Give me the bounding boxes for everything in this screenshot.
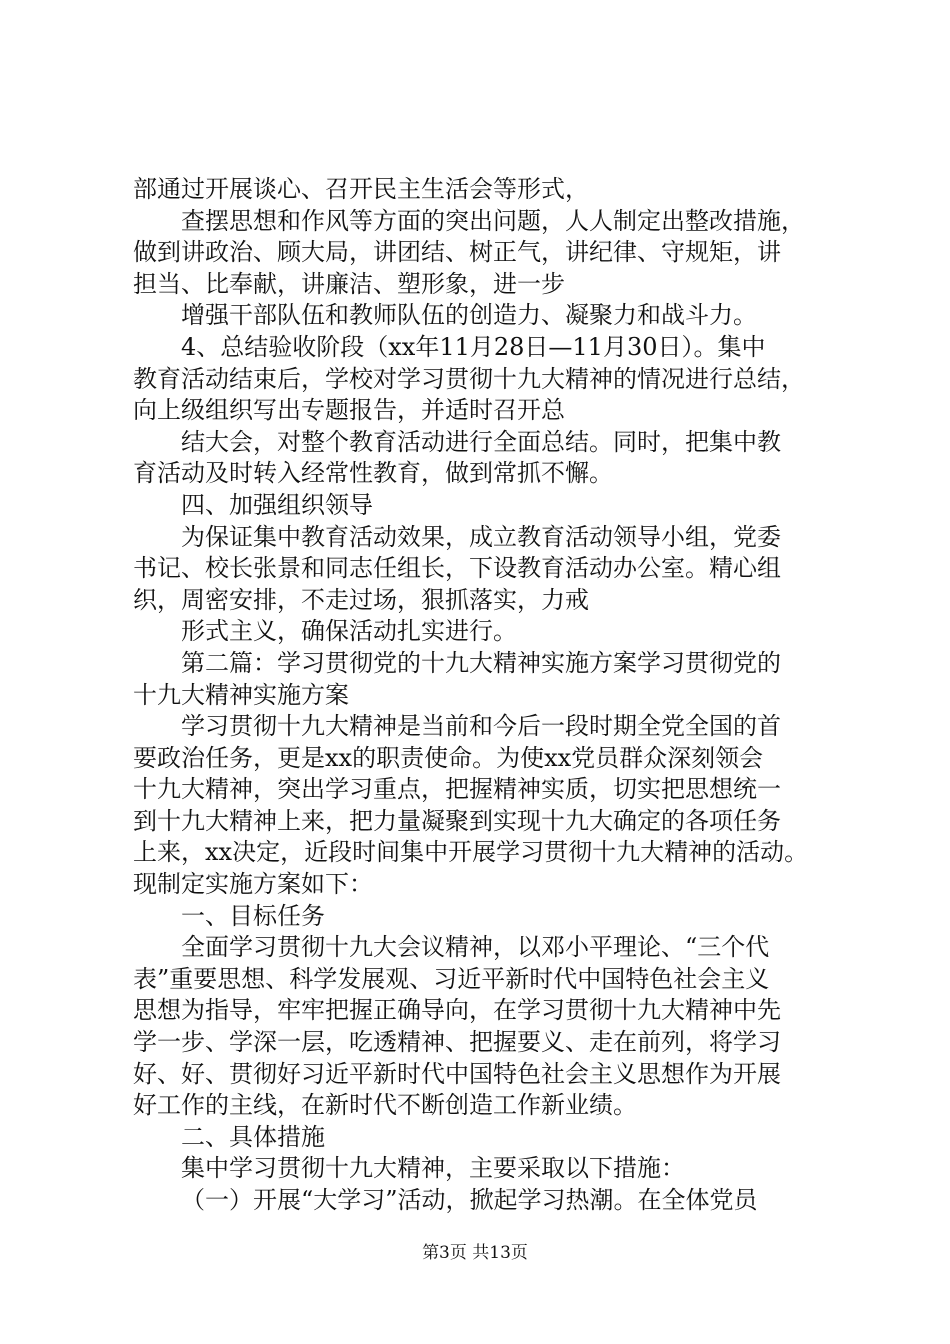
text-line: 书记、校长张景和同志任组长，下设教育活动办公室。精心组 (133, 554, 781, 583)
text-line: 要政治任务，更是xx的职责使命。为使xx党员群众深刻领会 (133, 743, 764, 772)
text-line: 表”重要思想、科学发展观、习近平新时代中国特色社会主义 (133, 964, 770, 993)
text-line: 四、加强组织领导 (181, 490, 373, 519)
text-line: 做到讲政治、顾大局，讲团结、树正气，讲纪律、守规矩，讲 (133, 238, 781, 267)
text-line: 织，周密安排，不走过场，狠抓落实，力戒 (133, 585, 589, 614)
text-line: 学习贯彻十九大精神是当前和今后一段时期全党全国的首 (181, 712, 781, 741)
text-line: 结大会，对整个教育活动进行全面总结。同时，把集中教 (181, 427, 781, 456)
text-line: 十九大精神实施方案 (133, 680, 349, 709)
text-line: 全面学习贯彻十九大会议精神，以邓小平理论、“三个代 (181, 933, 770, 962)
text-line: 好、好、贯彻好习近平新时代中国特色社会主义思想作为开展 (133, 1059, 781, 1088)
text-line: 部通过开展谈心、召开民主生活会等形式， (133, 175, 589, 203)
text-line: 增强干部队伍和教师队伍的创造力、凝聚力和战斗力。 (181, 301, 757, 330)
text-line: 二、具体措施 (181, 1122, 325, 1151)
text-line: 教育活动结束后，学校对学习贯彻十九大精神的情况进行总结， (133, 364, 805, 393)
text-line: 学一步、学深一层，吃透精神、把握要义、走在前列，将学习 (133, 1028, 781, 1057)
text-line: 第二篇：学习贯彻党的十九大精神实施方案学习贯彻党的 (181, 648, 781, 677)
text-line: 为保证集中教育活动效果，成立教育活动领导小组，党委 (181, 522, 781, 551)
text-line: （一）开展“大学习”活动，掀起学习热潮。在全体党员 (181, 1186, 758, 1214)
text-line: 形式主义，确保活动扎实进行。 (181, 617, 517, 646)
text-line: 思想为指导，牢牢把握正确导向，在学习贯彻十九大精神中先 (133, 996, 781, 1025)
text-line: 十九大精神，突出学习重点，把握精神实质，切实把思想统一 (133, 775, 781, 804)
text-line: 现制定实施方案如下： (133, 870, 373, 899)
text-line: 好工作的主线，在新时代不断创造工作新业绩。 (133, 1091, 637, 1120)
page-footer: 第3页 共13页 (422, 1243, 528, 1263)
text-line: 上来，xx决定，近段时间集中开展学习贯彻十九大精神的活动。 (133, 838, 809, 867)
text-line: 育活动及时转入经常性教育，做到常抓不懈。 (133, 459, 613, 488)
text-line: 担当、比奉献，讲廉洁、塑形象，进一步 (133, 269, 565, 298)
text-line: 查摆思想和作风等方面的突出问题，人人制定出整改措施， (181, 206, 805, 235)
text-line: 4、总结验收阶段（xx年11月28日—11月30日）。集中 (181, 332, 766, 361)
document-body (133, 174, 833, 1217)
text-line: 向上级组织写出专题报告，并适时召开总 (133, 396, 565, 425)
text-line: 到十九大精神上来，把力量凝聚到实现十九大确定的各项任务 (133, 806, 781, 835)
text-line: 集中学习贯彻十九大精神，主要采取以下措施： (181, 1154, 685, 1183)
text-line: 一、目标任务 (181, 901, 325, 930)
